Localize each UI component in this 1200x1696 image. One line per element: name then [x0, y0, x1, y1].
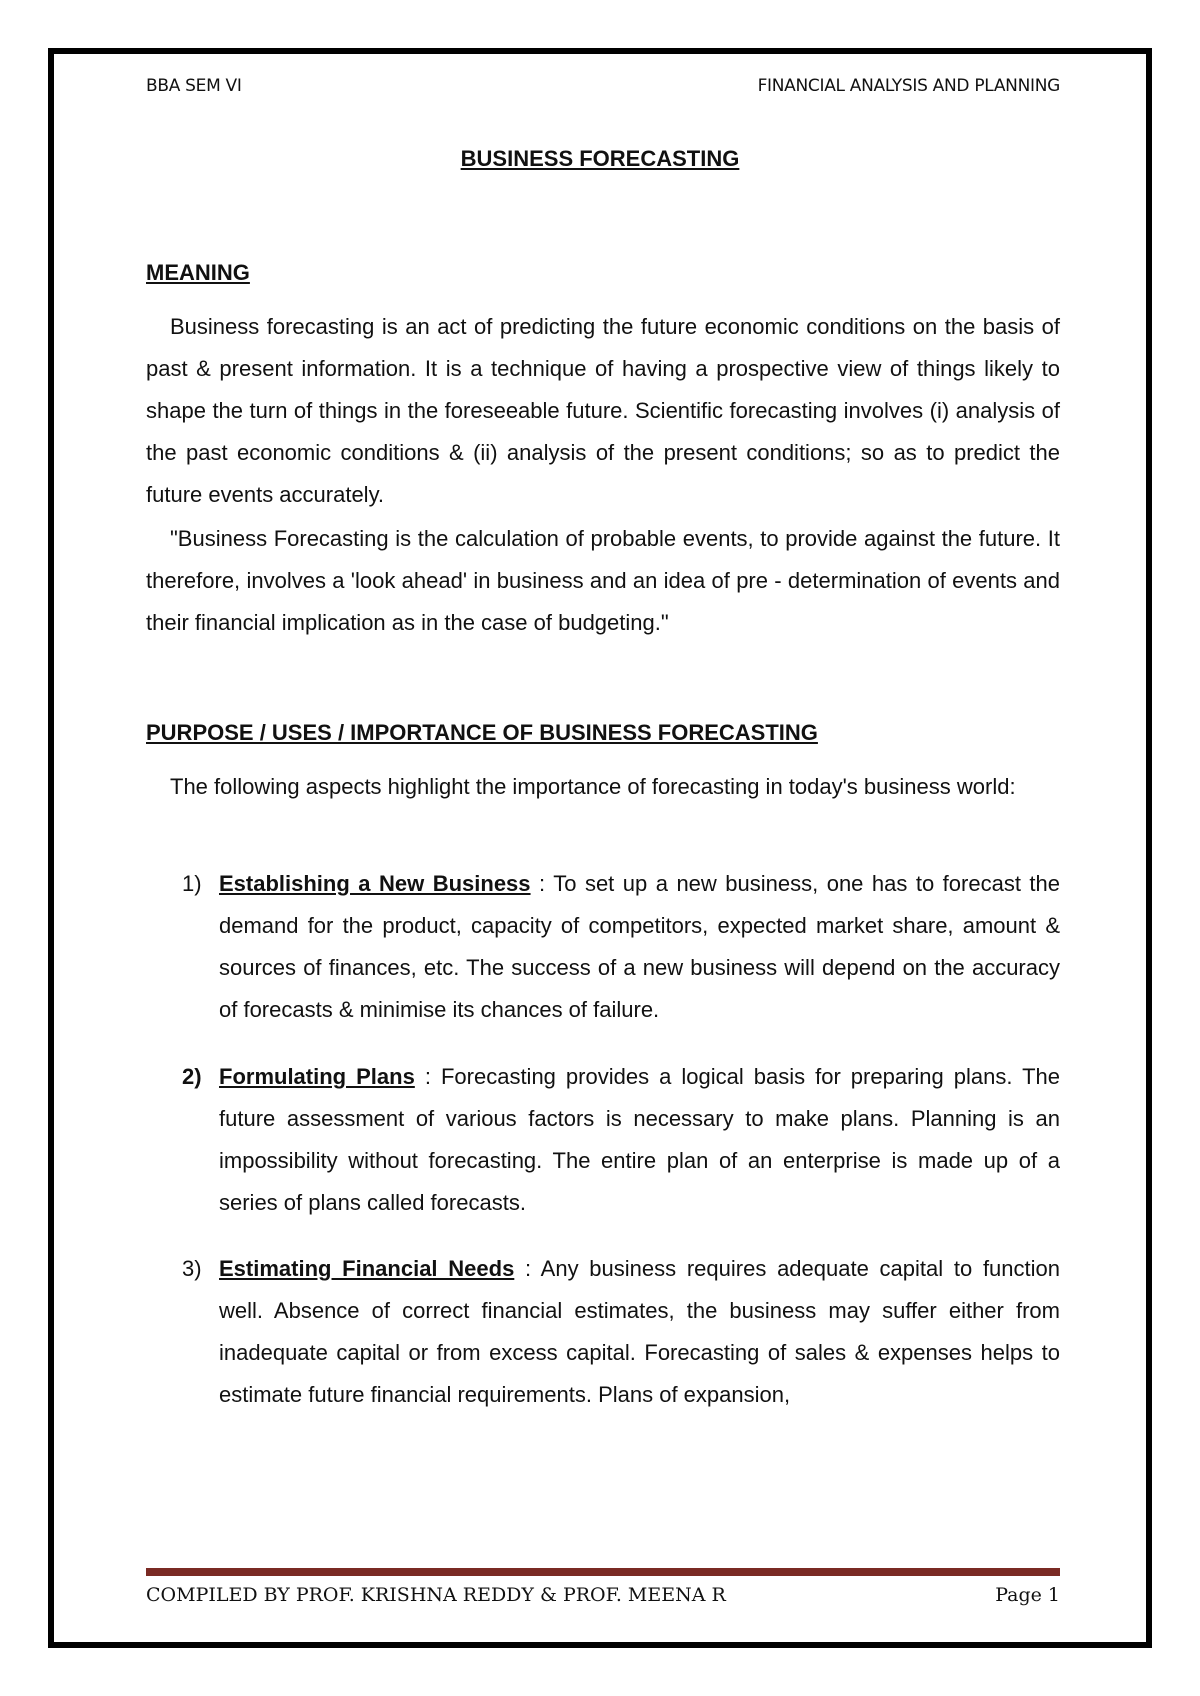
meaning-paragraph-1: Business forecasting is an act of predicting the future economic conditions on the basis of past & present information. It is a technique of having a prospective view of things likely to shape the turn of things in the foreseeable future. Scientific forecasting involves (i) analysis of the past economic conditions & (ii) analysis of the present conditions; so as to predict the future events accurately. [146, 314, 1060, 507]
meaning-paragraph-2: "Business Forecasting is the calculation of probable events, to provide against the future. It therefore, involves a 'look ahead' in business and an idea of pre - determination of events and their financial implication as in the case of budgeting." [146, 526, 1060, 635]
list-item-title: Estimating Financial Needs [219, 1256, 515, 1281]
list-number: 1) [182, 871, 202, 896]
list-number: 2) [182, 1064, 202, 1089]
list-number: 3) [182, 1256, 202, 1281]
header-subject: FINANCIAL ANALYSIS AND PLANNING [757, 76, 1060, 96]
list-item-title: Establishing a New Business [219, 871, 531, 896]
footer-credits: COMPILED BY PROF. KRISHNA REDDY & PROF. MEENA R [146, 1584, 726, 1606]
list-item [146, 1248, 1060, 1416]
meaning-heading: MEANING [146, 260, 250, 285]
list-item [146, 863, 1060, 1031]
list-item-text: : Forecasting provides a logical basis for preparing plans. The future assessment of various factors is necessary to make plans. Planning is an impossibility without forecasting. The entire plan of an enterprise is made up of a series of plans called forecasts. [219, 1064, 1061, 1215]
list-item-title: Formulating Plans [219, 1064, 415, 1089]
page-number: Page 1 [995, 1584, 1060, 1606]
header-course: BBA SEM VI [146, 76, 242, 96]
list-item [146, 1056, 1060, 1224]
purpose-heading: PURPOSE / USES / IMPORTANCE OF BUSINESS FORECASTING [146, 720, 818, 745]
footer-divider [146, 1568, 1060, 1576]
list-item-text: : To set up a new business, one has to forecast the demand for the product, capacity of competitors, expected market share, amount & sources of finances, etc. The success of a new business will depend on the accuracy of forecasts & minimise its chances of failure. [219, 871, 1060, 1022]
list-item-text: : Any business requires adequate capital to function well. Absence of correct financial estimates, the business may suffer either from inadequate capital or from excess capital. Forecasting of sales & expenses helps to estimate future financial requirements. Plans of expansion, [219, 1256, 1060, 1407]
document-title: BUSINESS FORECASTING [460, 146, 740, 171]
purpose-intro: The following aspects highlight the importance of forecasting in today's business world: [170, 774, 1016, 799]
